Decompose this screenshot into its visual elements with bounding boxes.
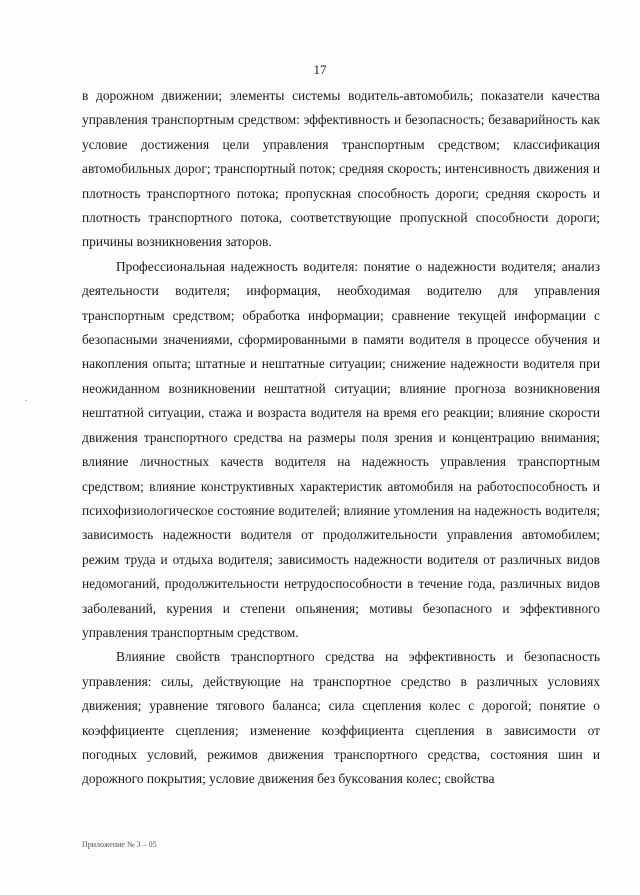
paragraph-driver-reliability: Профессиональная надежность водителя: понятие о надежности водителя; анализ деятельности водителя; информация, необходимая водителю для управления транспортным средством; обработка информации; сравнение текущей информации с безопасными значениями, сформированными в памяти водителя в процессе обучения и накопления опыта; штатные и нештатные ситуации; снижение надежности водителя при неожиданном возникновении нештатной ситуации; влияние прогноза возникновения нештатной ситуации, стажа и возраста водителя на время его реакции; влияние скорости движения транспортного средства на размеры поля зрения и концентрацию внимания; влияние личностных качеств водителя на надежность управления транспортным средством; влияние конструктивных характеристик автомобиля на работоспособность и психофизиологическое состояние водителей; влияние утомления на надежность водителя; зависимость надежности водителя от продолжительности управления автомобилем; режим труда и отдыха водителя; зависимость надежности водителя от различных видов недомоганий, продолжительности нетрудоспособности в течение года, различных видов заболеваний, курения и степени опьянения; мотивы безопасного и эффективного управления транспортным средством.: [82, 258, 600, 640]
paragraph-road-traffic: в дорожном движении; элементы системы водитель-автомобиль; показатели качества управления транспортным средством: эффективность и безопасность; безаварийность как условие достижения цели управления транспортным средством; классификация автомобильных дорог; транспортный поток; средняя скорость; интенсивность движения и плотность транспортного потока; пропускная способность дороги; средняя скорость и плотность транспортного потока, соответствующие пропускной способности дороги; причины возникновения заторов.: [82, 88, 600, 250]
page-number: 17: [313, 62, 327, 77]
document-body: [82, 84, 600, 792]
scan-artifact: [25, 400, 27, 401]
page-footer: Приложение № 3 – 05: [82, 840, 157, 849]
paragraph-vehicle-properties: Влияние свойств транспортного средства на эффективность и безопасность управления: силы, действующие на транспортное средство в различных условиях движения; уравнение тягового баланса; сила сцепления колес с дорогой; понятие о коэффициенте сцепления; изменение коэффициента сцепления в зависимости от погодных условий, режимов движения транспортного средства, состояния шин и дорожного покрытия; условие движения без буксования колес; свойства: [82, 649, 600, 787]
